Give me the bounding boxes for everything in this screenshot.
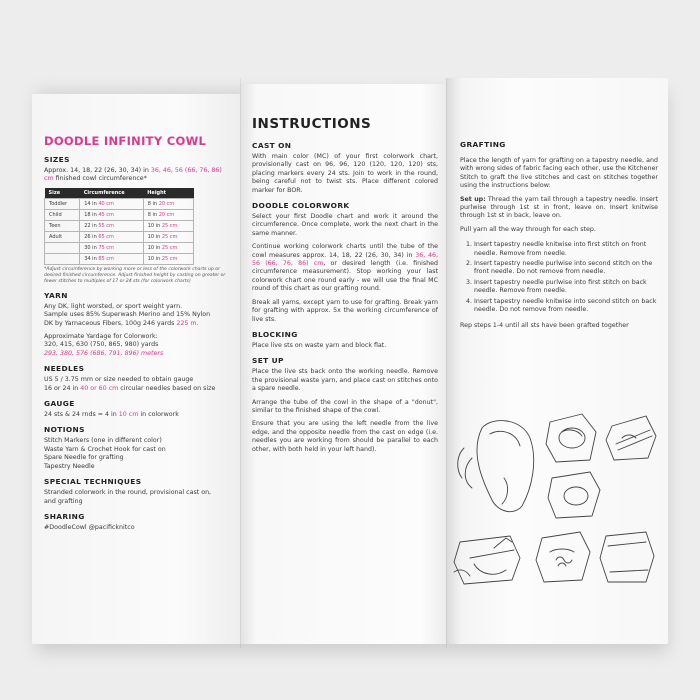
sizes-table bbox=[44, 188, 194, 265]
yarn-line: Sample uses 85% Superwash Merino and 15% Nylon bbox=[44, 311, 211, 319]
list-item: 1. Insert tapestry needle knitwise into first stitch on front needle. Remove from needle. bbox=[474, 241, 658, 258]
yardage-line: Approximate Yardage for Colorwork: bbox=[44, 333, 158, 341]
yarn-heading: YARN bbox=[44, 290, 68, 300]
fold-line bbox=[240, 78, 241, 648]
gauge-line: 24 sts & 24 rnds = 4 in 10 cm in colorwork bbox=[44, 411, 179, 419]
setup-text: Place the live sts back onto the working needle. Remove the provisional waste yarn, and place cast on stitches onto a spare needle. bbox=[252, 368, 438, 393]
pattern-title: DOODLE INFINITY COWL bbox=[44, 134, 207, 148]
table-row: 34 in 85 cm 10 in 25 cm bbox=[45, 253, 194, 264]
yardage-line: 320, 415, 630 (750, 865, 980) yards bbox=[44, 341, 159, 349]
fold-line bbox=[446, 78, 447, 648]
notion-item: Stitch Markers (one in different color) bbox=[44, 437, 162, 445]
doodle-text: Continue working colorwork charts until the tube of the cowl measures approx. 14, 18, 22 (26, 30, 34) in 36, 46, 56 (66, 76, 86) cm, or desired length (i.e. finished circumference measurement). Stop working your last colorwork chart one round early - we will use the final MC round of this chart as our grafting round. bbox=[252, 243, 438, 293]
setup-heading: SET UP bbox=[252, 356, 284, 366]
table-row: Teen 22 in 55 cm 10 in 25 cm bbox=[45, 220, 194, 231]
notion-item: Spare Needle for grafting bbox=[44, 454, 124, 462]
table-header: Height bbox=[143, 188, 193, 199]
cowl-donut-illustration bbox=[542, 408, 602, 468]
needles-line: US 5 / 3.75 mm or size needed to obtain gauge bbox=[44, 376, 194, 384]
special-heading: SPECIAL TECHNIQUES bbox=[44, 477, 142, 487]
finished-cowl-illustration bbox=[596, 526, 660, 590]
yarn-line: Any DK, light worsted, or sport weight yarn. bbox=[44, 302, 183, 310]
repeat-text: Rep steps 1-4 until all sts have been grafted together bbox=[460, 321, 629, 329]
sharing-heading: SHARING bbox=[44, 511, 85, 521]
table-row: Adult 26 in 65 cm 10 in 25 cm bbox=[45, 231, 194, 242]
list-item: 4. Insert tapestry needle knitwise into second stitch on back needle. Do not remove from needle. bbox=[474, 298, 658, 315]
instructions-title: INSTRUCTIONS bbox=[252, 116, 372, 132]
list-item: 2. Insert tapestry needle purlwise into second stitch on the front needle. Do not remove from needle. bbox=[474, 260, 658, 277]
special-line: Stranded colorwork in the round, provisional cast on, bbox=[44, 489, 212, 497]
notion-item: Tapestry Needle bbox=[44, 462, 95, 470]
table-row: 30 in 75 cm 10 in 25 cm bbox=[45, 242, 194, 253]
sharing-line: #DoodleCowl @pacificknitco bbox=[44, 523, 135, 531]
special-line: and grafting bbox=[44, 497, 83, 505]
list-item: 3. Insert tapestry needle purlwise into first stitch on back needle. Remove from needle. bbox=[474, 279, 658, 296]
blocking-heading: BLOCKING bbox=[252, 329, 298, 339]
grafting-steps bbox=[460, 241, 658, 314]
doodle-text: Break all yarns, except yarn to use for grafting. Break yarn for grafting with approx. 5x the working circumference of live sts. bbox=[252, 298, 438, 323]
needles-illustration bbox=[602, 408, 662, 468]
grafting-setup: Set up: Thread the yarn tail through a tapestry needle. Insert purlwise through 1st st in front, leave on. Insert knitwise through 1st st in back, leave on. bbox=[460, 195, 658, 220]
setup-text: Arrange the tube of the cowl in the shape of a "donut", similar to the finished shape of the cowl. bbox=[252, 398, 438, 414]
table-note: *Adjust circumference by working more or less of the colorwork charts up or desired finished circumference. Adjust finished height by casting on greater or fewer stitches to multiples of 17 or 24 sts (for colorwork charts) bbox=[44, 266, 226, 284]
table-header: Size bbox=[45, 188, 80, 199]
gauge-heading: GAUGE bbox=[44, 399, 75, 409]
tri-fold-brochure bbox=[32, 78, 668, 648]
needles-line: 16 or 24 in 40 or 60 cm circular needles based on size bbox=[44, 384, 216, 392]
table-row: Child 18 in 45 cm 8 in 20 cm bbox=[45, 209, 194, 220]
sizes-text: Approx. 14, 18, 22 (26, 30, 34) in 36, 46, 56 (66, 76, 86) cm finished cowl circumference* bbox=[44, 167, 222, 183]
cowl-ring-illustration bbox=[546, 468, 604, 522]
yarn-line: DK by Yarnaceous Fibers, 100g 246 yards 225 m. bbox=[44, 319, 199, 327]
notions-heading: NOTIONS bbox=[44, 425, 85, 435]
panel-left bbox=[32, 94, 240, 644]
table-header: Circumference bbox=[80, 188, 144, 199]
cowl-tube-illustration bbox=[452, 408, 552, 520]
cast-on-text: With main color (MC) of your first colorwork chart, provisionally cast on 96, 96, 120 (120, 120, 120) sts, placing markers every 24 sts. Join to work in the round, being careful not to twist sts. Place different colored marker for BOR. bbox=[252, 153, 438, 194]
table-row: Toddler 14 in 40 cm 8 in 20 cm bbox=[45, 198, 194, 209]
grafting-text: Place the length of yarn for grafting on a tapestry needle, and with wrong sides of fabric facing each other, use the Kitchener Stitch to graft the live stitches and cast on stitches together using the instructions below: bbox=[460, 157, 658, 190]
hands-grafting-illustration bbox=[450, 528, 534, 592]
doodle-text: Select your first Doodle chart and work it around the circumference. Once complete, work the next chart in the same manner. bbox=[252, 213, 438, 237]
needles-heading: NEEDLES bbox=[44, 364, 85, 374]
panel-right bbox=[446, 78, 668, 644]
panel-middle bbox=[240, 84, 446, 644]
doodle-heading: DOODLE COLORWORK bbox=[252, 201, 350, 211]
setup-text: Ensure that you are using the left needle from the live edge, and the opposite needle from the cast on edge (i.e. needles you are working from should be parallel to each other, with both held in your left hand). bbox=[252, 420, 438, 453]
yardage-line: 293, 380, 576 (686, 791, 896) meters bbox=[44, 349, 164, 357]
seam-illustration bbox=[532, 526, 596, 590]
sizes-heading: SIZES bbox=[44, 155, 70, 164]
grafting-heading: GRAFTING bbox=[460, 140, 506, 149]
blocking-text: Place live sts on waste yarn and block flat. bbox=[252, 341, 387, 349]
cast-on-heading: CAST ON bbox=[252, 141, 292, 150]
notion-item: Waste Yarn & Crochet Hook for cast on bbox=[44, 445, 166, 453]
pull-text: Pull yarn all the way through for each step. bbox=[460, 225, 596, 233]
